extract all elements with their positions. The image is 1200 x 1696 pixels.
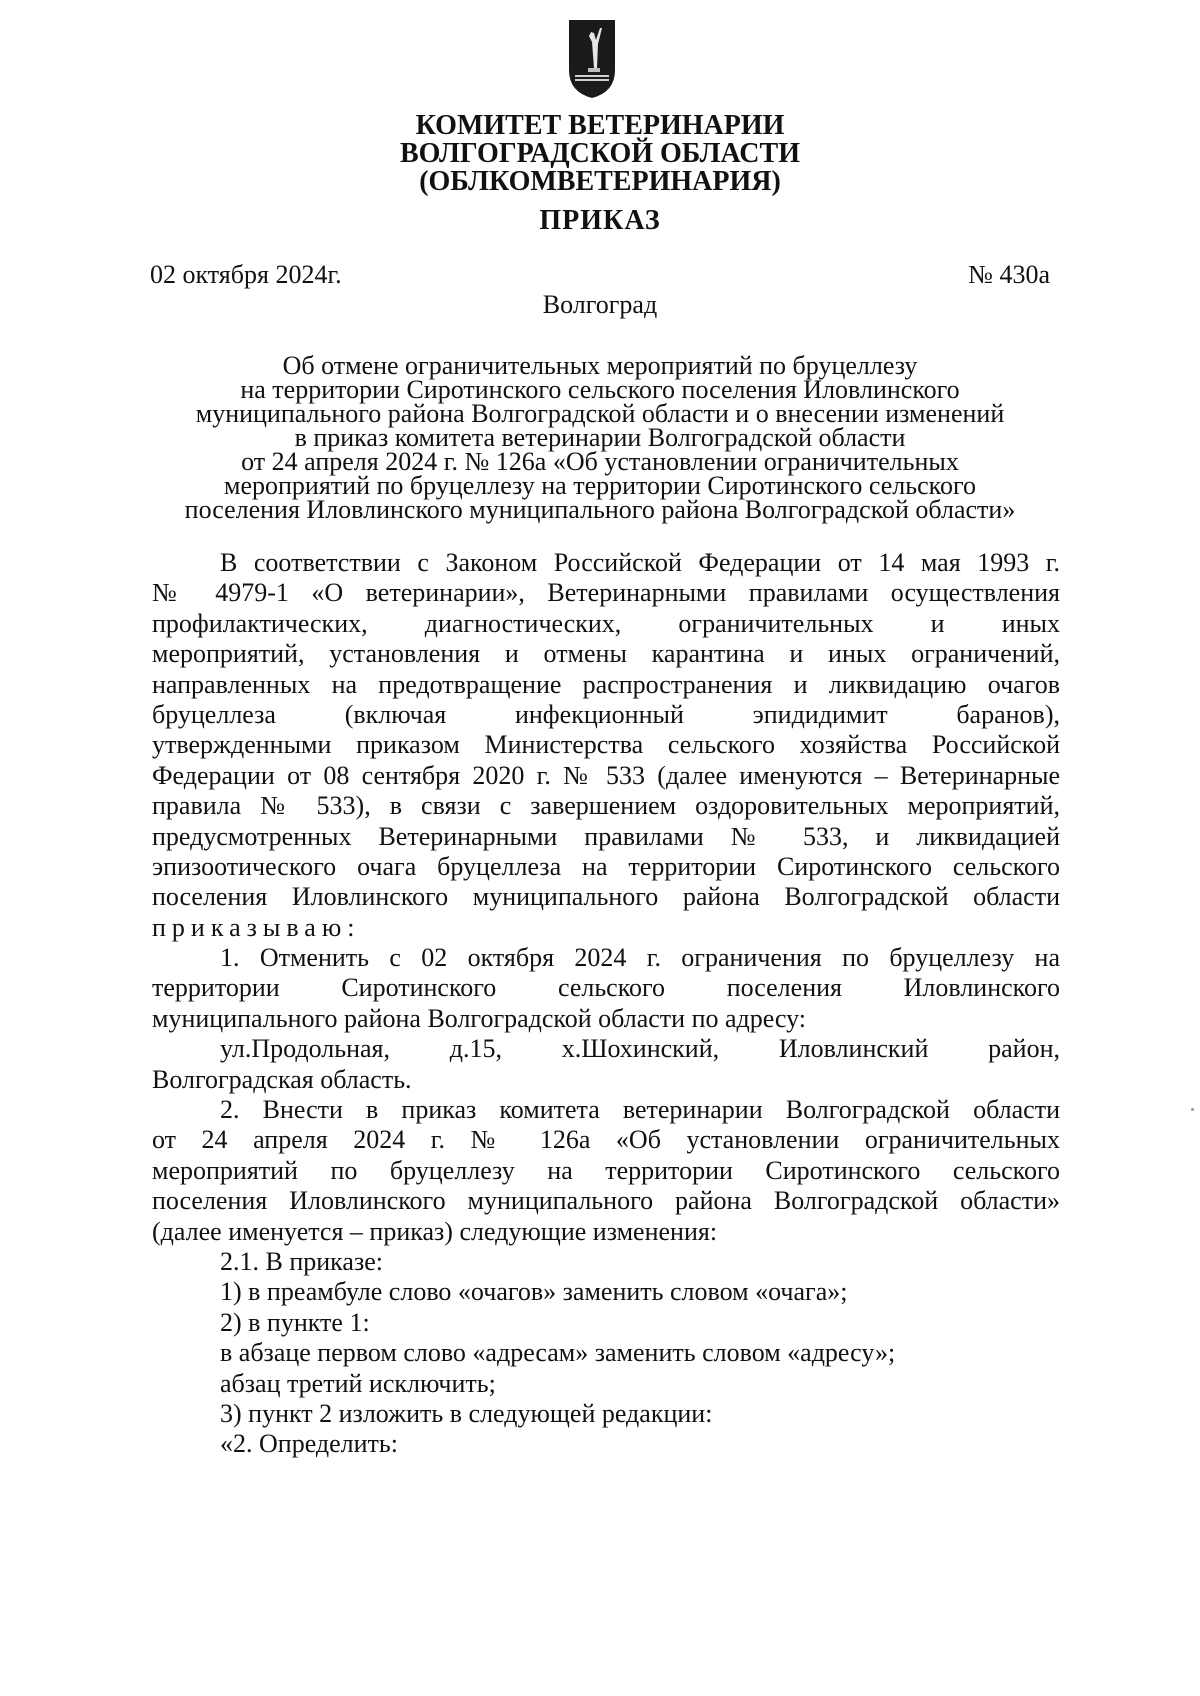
- body-line: (далее именуется – приказ) следующие изменения:: [152, 1216, 718, 1246]
- body-line-order-word: приказываю:: [152, 912, 361, 942]
- body-line: эпизоотического очага бруцеллеза на территории Сиротинского сельского: [152, 851, 1060, 881]
- subject-line: в приказ комитета ветеринарии Волгоградской области: [294, 423, 906, 452]
- regional-emblem-icon: [567, 18, 617, 100]
- body-line: мероприятий, установления и отмены карантина и иных ограничений,: [152, 639, 1060, 669]
- body-line: Федерации от 08 сентября 2020 г. № 533 (далее именуются – Ветеринарные: [152, 760, 1060, 790]
- body-line: 1. Отменить с 02 октября 2024 г. ограничения по бруцеллезу на: [220, 943, 1060, 973]
- body-line: утвержденными приказом Министерства сельского хозяйства Российской: [152, 730, 1060, 760]
- order-date: 02 октября 2024г.: [150, 260, 342, 289]
- body-line: бруцеллеза (включая инфекционный эпидидимит баранов),: [152, 699, 1060, 729]
- body-line: «2. Определить:: [220, 1429, 398, 1459]
- body-line: поселения Иловлинского муниципального района Волгоградской области»: [152, 1186, 1060, 1216]
- body-line: профилактических, диагностических, ограничительных и иных: [152, 608, 1060, 638]
- body-line: правила № 533), в связи с завершением оздоровительных мероприятий,: [152, 791, 1060, 821]
- body-line: 2) в пункте 1:: [220, 1307, 370, 1337]
- org-name-line-2: ВОЛГОГРАДСКОЙ ОБЛАСТИ: [400, 138, 800, 169]
- body-line: № 4979-1 «О ветеринарии», Ветеринарными правилами осуществления: [152, 578, 1060, 608]
- subject-line: от 24 апреля 2024 г. № 126а «Об установлении ограничительных: [241, 447, 959, 476]
- body-line: в абзаце первом слово «адресам» заменить словом «адресу»;: [220, 1338, 896, 1368]
- body-line: В соответствии с Законом Российской Федерации от 14 мая 1993 г.: [220, 548, 1060, 577]
- body-line: от 24 апреля 2024 г. № 126а «Об установлении ограничительных: [152, 1125, 1060, 1155]
- org-name-line-3: (ОБЛКОМВЕТЕРИНАРИЯ): [419, 166, 781, 197]
- subject-line: поселения Иловлинского муниципального района Волгоградской области»: [184, 495, 1016, 524]
- subject-line: Об отмене ограничительных мероприятий по бруцеллезу: [282, 351, 918, 380]
- body-line: предусмотренных Ветеринарными правилами № 533, и ликвидацией: [152, 821, 1060, 851]
- body-line: 3) пункт 2 изложить в следующей редакции:: [220, 1398, 713, 1428]
- body-line: территории Сиротинского сельского поселения Иловлинского: [152, 973, 1060, 1003]
- body-line: 2.1. В приказе:: [220, 1246, 383, 1276]
- order-city: Волгоград: [542, 290, 658, 319]
- subject-line: муниципального района Волгоградской области и о внесении изменений: [195, 399, 1005, 428]
- body-line: муниципального района Волгоградской области по адресу:: [152, 1003, 807, 1033]
- body-line: мероприятий по бруцеллезу на территории Сиротинского сельского: [152, 1155, 1060, 1185]
- body-line: ул.Продольная, д.15, х.Шохинский, Иловлинский район,: [220, 1034, 1060, 1064]
- body-line: Волгоградская область.: [152, 1064, 412, 1094]
- subject-line: на территории Сиротинского сельского поселения Иловлинского: [240, 375, 960, 404]
- subject-line: мероприятий по бруцеллезу на территории Сиротинского сельского: [224, 471, 976, 500]
- document-type-title: ПРИКАЗ: [539, 205, 661, 236]
- body-line: направленных на предотвращение распространения и ликвидацию очагов: [152, 669, 1060, 699]
- body-line: 2. Внести в приказ комитета ветеринарии Волгоградской области: [220, 1095, 1060, 1125]
- order-subject: [120, 351, 1080, 524]
- order-body: [152, 548, 1060, 1460]
- body-line: поселения Иловлинского муниципального района Волгоградской области: [152, 882, 1060, 912]
- order-number: № 430а: [968, 260, 1050, 289]
- scan-speck: [1191, 1108, 1194, 1111]
- body-line: абзац третий исключить;: [220, 1368, 496, 1398]
- body-line: 1) в преамбуле слово «очагов» заменить словом «очага»;: [220, 1277, 848, 1307]
- org-name-line-1: КОМИТЕТ ВЕТЕРИНАРИИ: [415, 110, 785, 141]
